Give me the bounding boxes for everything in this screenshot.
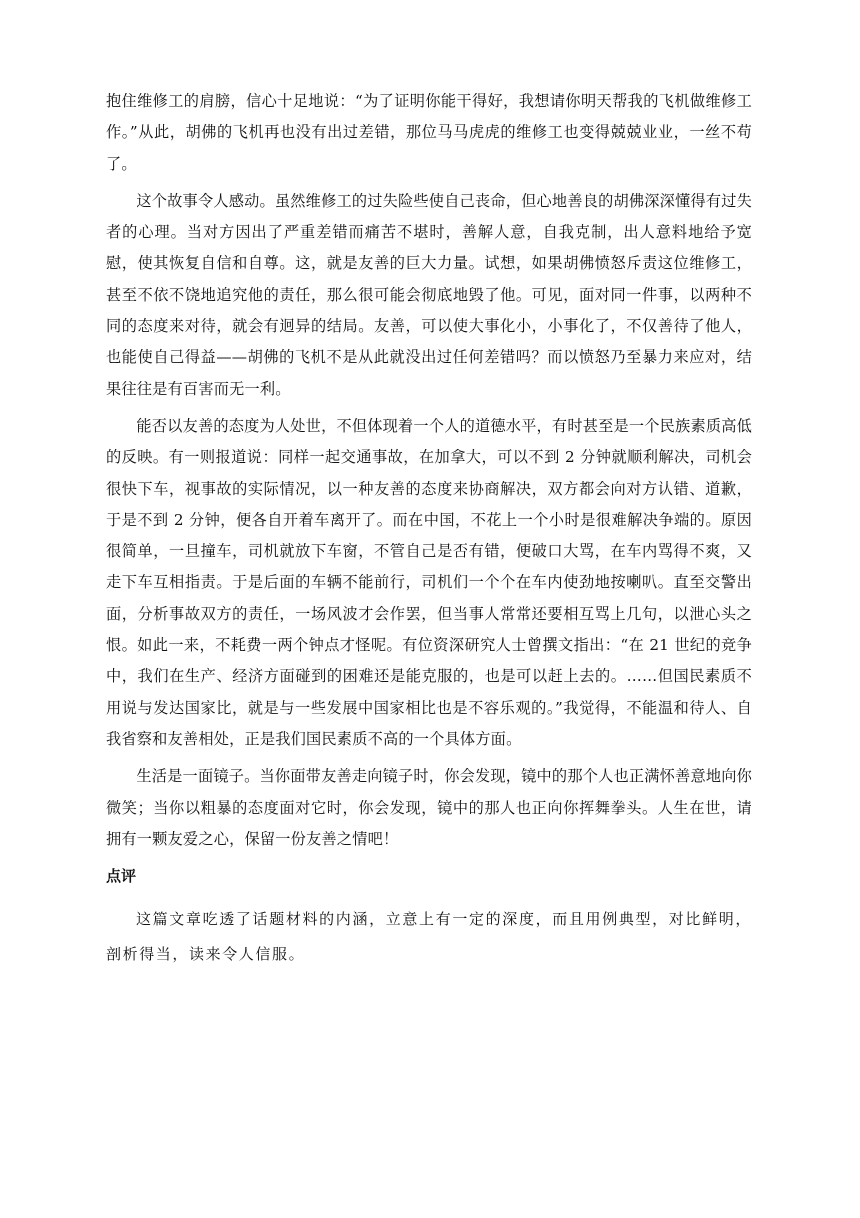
essay-paragraph-4: 生活是一面镜子。当你面带友善走向镜子时，你会发现，镜中的那个人也正满怀善意地向你微笑；当你以粗暴的态度面对它时，你会发现，镜中的那人也正向你挥舞拳头。人生在世，请拥有一颗友爱之心，保留一份友善之情吧！ [106,767,752,848]
essay-paragraph-2: 这个故事令人感动。虽然维修工的过失险些使自己丧命，但心地善良的胡佛深深懂得有过失者的心理。当对方因出了严重差错而痛苦不堪时，善解人意，自我克制，出人意料地给予宽慰，使其恢复自信和自尊。这，就是友善的巨大力量。试想，如果胡佛愤怒斥责这位维修工，甚至不依不饶地追究他的责任，那么很可能会彻底地毁了他。可见，面对同一件事，以两种不同的态度来对待，就会有迥异的结局。友善，可以使大事化小，小事化了，不仅善待了他人，也能使自己得益——胡佛的飞机不是从此就没出过任何差错吗？而以愤怒乃至暴力来应对，结果往往是有百害而无一利。 [106,191,752,398]
review-heading: 点评 [106,867,137,886]
document-page [106,86,752,972]
essay-paragraph-1: 抱住维修工的肩膀，信心十足地说：“为了证明你能干得好，我想请你明天帮我的飞机做维修工作。”从此，胡佛的飞机再也没有出过差错，那位马马虎虎的维修工也变得兢兢业业，一丝不苟了。 [106,92,752,173]
review-text: 这篇文章吃透了话题材料的内涵，立意上有一定的深度，而且用例典型，对比鲜明，剖析得当，读来令人信服。 [106,910,752,964]
essay-paragraph-3: 能否以友善的态度为人处世，不但体现着一个人的道德水平，有时甚至是一个民族素质高低的反映。有一则报道说：同样一起交通事故，在加拿大，可以不到 2 分钟就顺利解决，司机会很快下车，视事故的实际情况，以一种友善的态度来协商解决，双方都会向对方认错、道歉，于是不到 2 分钟，便各自开着车离开了。而在中国，不花上一个小时是很难解决争端的。原因很简单，一旦撞车，司机就放下车窗，不管自己是否有错，便破口大骂，在车内骂得不爽，又走下车互相指责。于是后面的车辆不能前行，司机们一个个在车内使劲地按喇叭。直至交警出面，分析事故双方的责任，一场风波才会作罢，但当事人常常还要相互骂上几句，以泄心头之恨。如此一来，不耗费一两个钟点才怪呢。有位资深研究人士曾撰文指出：“在 21 世纪的竞争中，我们在生产、经济方面碰到的困难还是能克服的，也是可以赶上去的。……但国民素质不用说与发达国家比，就是与一些发展中国家相比也是不容乐观的。”我觉得，不能温和待人、自我省察和友善相处，正是我们国民素质不高的一个具体方面。 [106,416,752,748]
